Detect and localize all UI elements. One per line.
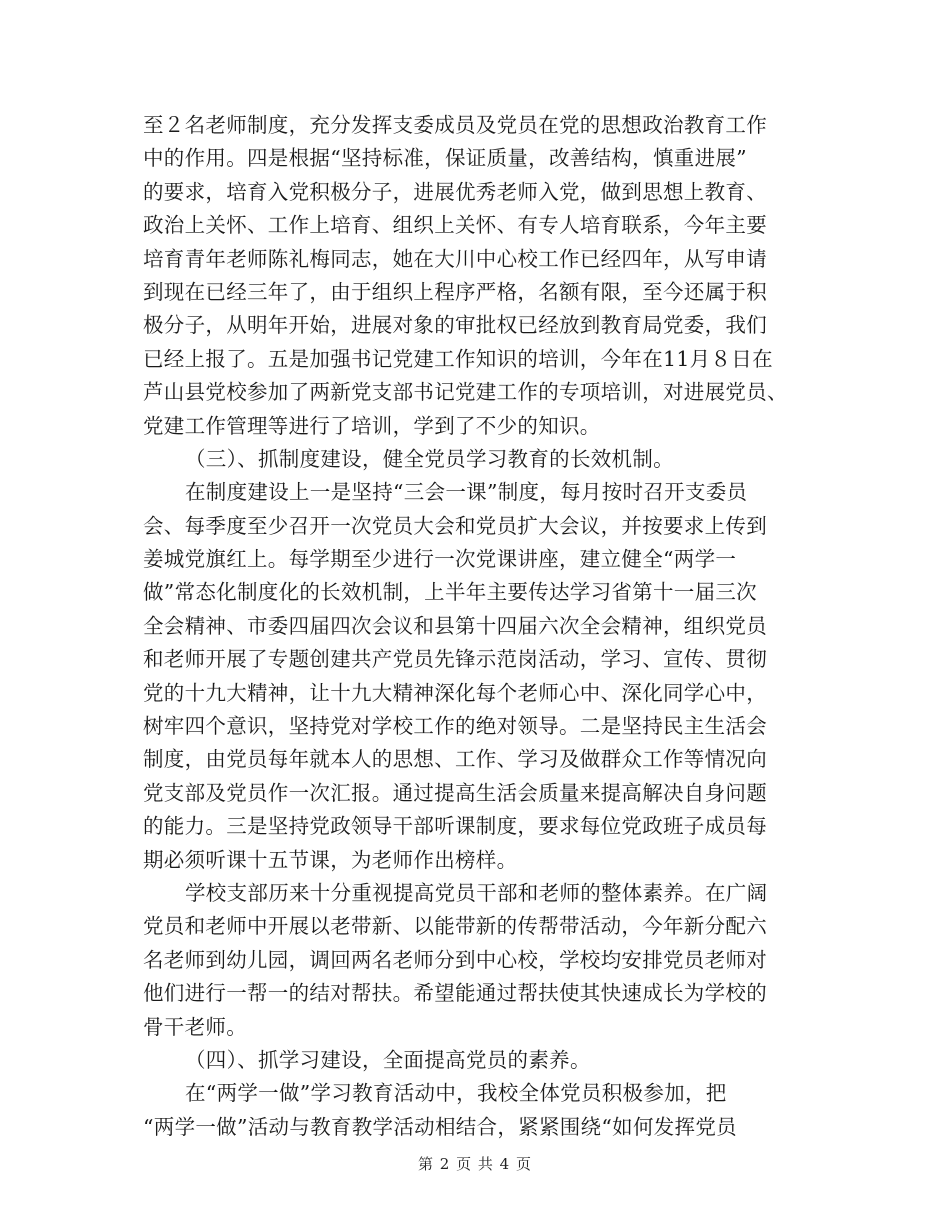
page-footer: 第 2 页 共 4 页: [418, 1155, 532, 1173]
text-line: “两学一做”活动与教育教学活动相结合，紧紧围绕“如何发挥党员: [143, 1114, 737, 1139]
text-line: 在“两学一做”学习教育活动中，我校全体党员积极参加，把: [185, 1081, 727, 1106]
text-line: 期必须听课十五节课，为老师作出榜样。: [143, 847, 518, 872]
text-line: 做”常态化制度化的长效机制，上半年主要传达学习省第十一届三次: [143, 580, 757, 605]
text-line: 党的十九大精神，让十九大精神深化每个老师心中、深化同学心中，: [143, 680, 767, 705]
text-line: 的能力。三是坚持党政领导干部听课制度，要求每位党政班子成员每: [143, 814, 767, 839]
text-line: 培育青年老师陈礼梅同志，她在大川中心校工作已经四年，从写申请: [143, 246, 767, 271]
text-line: 和老师开展了专题创建共产党员先锋示范岗活动，学习、宣传、贯彻: [143, 647, 767, 672]
text-line: 至２名老师制度，充分发挥支委成员及党员在党的思想政治教育工作: [143, 113, 767, 137]
text-line: 学校支部历来十分重视提高党员干部和老师的整体素养。在广阔: [185, 880, 768, 905]
text-line: 会、每季度至少召开一次党员大会和党员扩大会议，并按要求上传到: [143, 513, 767, 538]
text-line: 名老师到幼儿园，调回两名老师分到中心校，学校均安排党员老师对: [143, 947, 767, 972]
text-line: 姜城党旗红上。每学期至少进行一次党课讲座，建立健全“两学一: [143, 547, 737, 572]
text-line: 的要求，培育入党积极分子，进展优秀老师入党，做到思想上教育、: [143, 179, 767, 204]
text-line: 芦山县党校参加了两新党支部书记党建工作的专项培训，对进展党员、: [143, 380, 788, 405]
text-line: 极分子，从明年开始，进展对象的审批权已经放到教育局党委，我们: [143, 313, 767, 338]
text-line: 政治上关怀、工作上培育、组织上关怀、有专人培育联系，今年主要: [143, 213, 767, 238]
text-line: 中的作用。四是根据“坚持标准，保证质量，改善结构，慎重进展”: [143, 146, 747, 171]
text-line: 全会精神、市委四届四次会议和县第十四届六次全会精神，组织党员: [143, 613, 767, 638]
text-line: 制度，由党员每年就本人的思想、工作、学习及做群众工作等情况向: [143, 747, 767, 772]
text-line: 党支部及党员作一次汇报。通过提高生活会质量来提高解决自身问题: [143, 780, 767, 805]
text-line: （四）、抓学习建设，全面提高党员的素养。: [185, 1047, 591, 1072]
text-line: 骨干老师。: [143, 1014, 247, 1039]
text-line: 党员和老师中开展以老带新、以能带新的传帮带活动，今年新分配六: [143, 914, 767, 939]
text-line: 他们进行一帮一的结对帮扶。希望能通过帮扶使其快速成长为学校的: [143, 981, 767, 1006]
text-line: 在制度建设上一是坚持“三会一课”制度，每月按时召开支委员: [185, 480, 748, 505]
document-body: [143, 109, 815, 1144]
text-line: 树牢四个意识，坚持党对学校工作的绝对领导。二是坚持民主生活会: [143, 714, 767, 739]
text-line: 到现在已经三年了，由于组织上程序严格，名额有限，至今还属于积: [143, 279, 767, 304]
text-line: 已经上报了。五是加强书记党建工作知识的培训，今年在11月８日在: [143, 346, 773, 371]
text-line: 党建工作管理等进行了培训，学到了不少的知识。: [143, 413, 601, 438]
text-line: （三）、抓制度建设，健全党员学习教育的长效机制。: [185, 446, 674, 471]
